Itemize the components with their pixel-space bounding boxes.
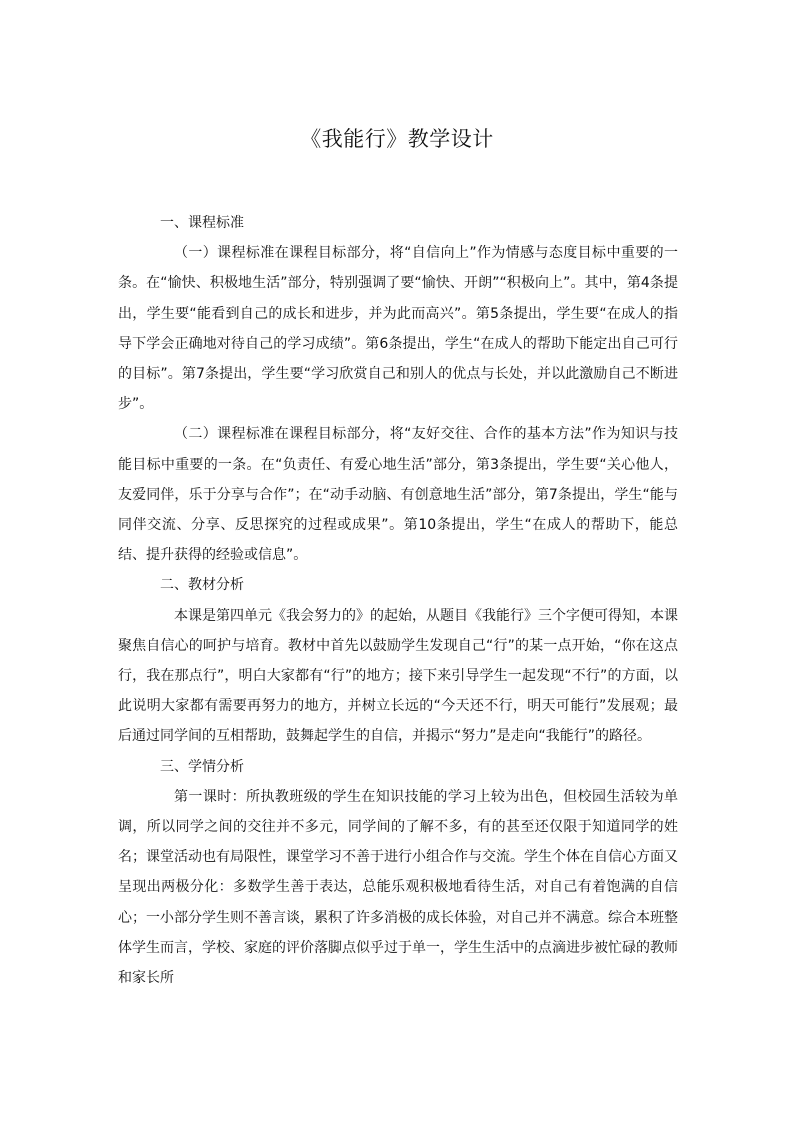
paragraph-textbook-analysis: 本课是第四单元《我会努力的》的起始，从题目《我能行》三个字便可得知，本课聚焦自信心的呵护与培育。教材中首先以鼓励学生发现自己“行”的某一点开始，“你在这点行，我在那点行”，明白大家都有“行”的地方；接下来引导学生一起发现“不行”的方面，以此说明大家都有需要再努力的地方，并树立长远的“今天还不行，明天可能行”发展观；最后通过同学间的互相帮助，鼓舞起学生的自信，并揭示“努力”是走向“我能行”的路径。 bbox=[118, 607, 678, 745]
paragraph-student-analysis: 第一课时：所执教班级的学生在知识技能的学习上较为出色，但校园生活较为单调，所以同学之间的交往并不多元，同学间的了解不多，有的甚至还仅限于知道同学的姓名；课堂活动也有局限性，课堂学习不善于进行小组合作与交流。学生个体在自信心方面又呈现出两极分化：多数学生善于表达，总能乐观积极地看待生活，对自己有着饱满的自信心；一小部分学生则不善言谈，累积了许多消极的成长体验，对自己并不满意。综合本班整体学生而言，学校、家庭的评价落脚点似乎过于单一，学生生活中的点滴进步被忙碌的教师和家长所 bbox=[118, 788, 678, 987]
document-title: 《我能行》教学设计 bbox=[300, 127, 494, 151]
paragraph-standard-1: （一）课程标准在课程目标部分，将“自信向上”作为情感与态度目标中重要的一条。在“愉快、积极地生活”部分，特别强调了要“愉快、开朗”“积极向上”。其中，第4条提出，学生要“能看到自己的成长和进步，并为此而高兴”。第5条提出，学生要“在成人的指导下学会正确地对待自己的学习成绩”。第6条提出，学生“在成人的帮助下能定出自己可行的目标”。第7条提出，学生要“学习欣赏自己和别人的优点与长处，并以此激励自己不断进步”。 bbox=[118, 245, 678, 413]
document-body bbox=[118, 208, 678, 993]
paragraph-standard-2: （二）课程标准在课程目标部分，将“友好交往、合作的基本方法”作为知识与技能目标中重要的一条。在“负责任、有爱心地生活”部分，第3条提出，学生要“关心他人，友爱同伴，乐于分享与合作”；在“动手动脑、有创意地生活”部分，第7条提出，学生“能与同伴交流、分享、反思探究的过程或成果”。第10条提出，学生“在成人的帮助下，能总结、提升获得的经验或信息”。 bbox=[118, 426, 678, 564]
section-heading-curriculum-standard: 一、课程标准 bbox=[160, 215, 244, 231]
section-heading-student-analysis: 三、学情分析 bbox=[160, 758, 244, 775]
section-heading-textbook-analysis: 二、教材分析 bbox=[160, 577, 244, 594]
